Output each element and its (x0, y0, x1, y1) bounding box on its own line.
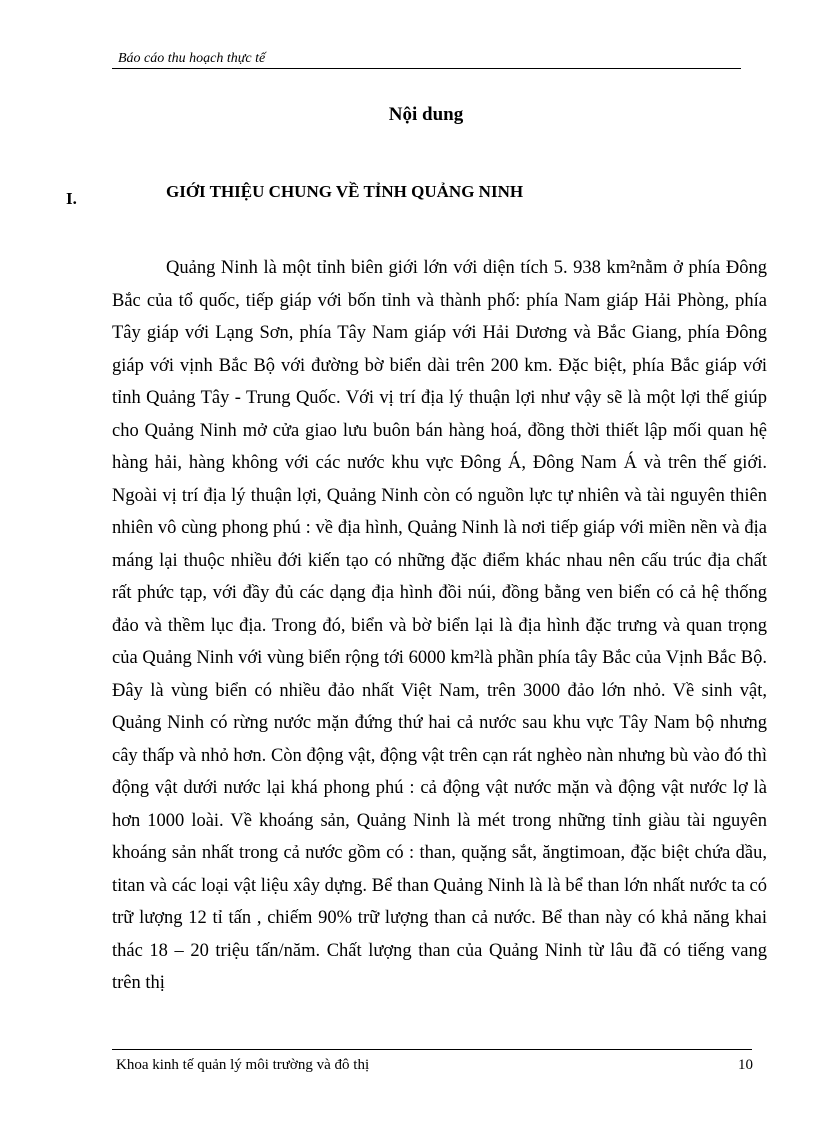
header-divider (112, 68, 741, 69)
body-paragraph: Quảng Ninh là một tỉnh biên giới lớn với diện tích 5. 938 km²nằm ở phía Đông Bắc của tổ quốc, tiếp giáp với bốn tỉnh và thành phố: phía Nam giáp Hải Phòng, phía Tây giáp với Lạng Sơn, phía Tây Nam giáp với Hải Dương và Bắc Giang, phía Đông giáp với vịnh Bắc Bộ với đường bờ biển dài trên 200 km. Đặc biệt, phía Bắc giáp với tỉnh Quảng Tây - Trung Quốc. Với vị trí địa lý thuận lợi như vậy sẽ là một lợi thế giúp cho Quảng Ninh mở cửa giao lưu buôn bán hàng hoá, đồng thời thiết lập mối quan hệ hàng hải, hàng không với các nước khu vực Đông Á, Đông Nam Á và trên thế giới. Ngoài vị trí địa lý thuận lợi, Quảng Ninh còn có nguồn lực tự nhiên và tài nguyên thiên nhiên vô cùng phong phú : về địa hình, Quảng Ninh là nơi tiếp giáp với miền nền và địa máng lại thuộc nhiều đới kiến tạo có những đặc điểm khác nhau nên cấu trúc địa chất rất phức tạp, với đầy đủ các dạng địa hình đồi núi, đồng bằng ven biển có cả hệ thống đảo và thềm lục địa. Trong đó, biển và bờ biển lại là địa hình đặc trưng và quan trọng của Quảng Ninh với vùng biển rộng tới 6000 km²là phần phía tây Bắc của Vịnh Bắc Bộ. Đây là vùng biển có nhiều đảo nhất Việt Nam, trên 3000 đảo lớn nhỏ. Về sinh vật, Quảng Ninh có rừng nước mặn đứng thứ hai cả nước sau khu vực Tây Nam bộ nhưng cây thấp và nhỏ hơn. Còn động vật, động vật trên cạn rát nghèo nàn nhưng bù vào đó thì động vật dưới nước lại khá phong phú : cả động vật nước mặn và động vật nước lợ là hơn 1000 loài. Về khoáng sản, Quảng Ninh là mét trong những tỉnh giàu tài nguyên khoáng sản nhất trong cả nước gồm có : than, quặng sắt, ăngtimoan, đặc biệt chứa dầu, titan và các loại vật liệu xây dựng. Bể than Quảng Ninh là là bể than lớn nhất nước ta có trữ lượng 12 tỉ tấn , chiếm 90% trữ lượng than cả nước. Bể than này có khả năng khai thác 18 – 20 triệu tấn/năm. Chất lượng than của Quảng Ninh từ lâu đã có tiếng vang trên thị (112, 258, 767, 993)
page-title: Nội dung (388, 104, 464, 125)
footer-divider (112, 1049, 752, 1050)
section-number: I. (66, 189, 77, 208)
running-footer: Khoa kinh tế quản lý môi trường và đô thị (116, 1057, 370, 1073)
section-heading: GIỚI THIỆU CHUNG VỀ TỈNH QUẢNG NINH (166, 182, 524, 201)
running-header: Báo cáo thu hoạch thực tế (118, 51, 266, 66)
page-number: 10 (738, 1057, 753, 1073)
